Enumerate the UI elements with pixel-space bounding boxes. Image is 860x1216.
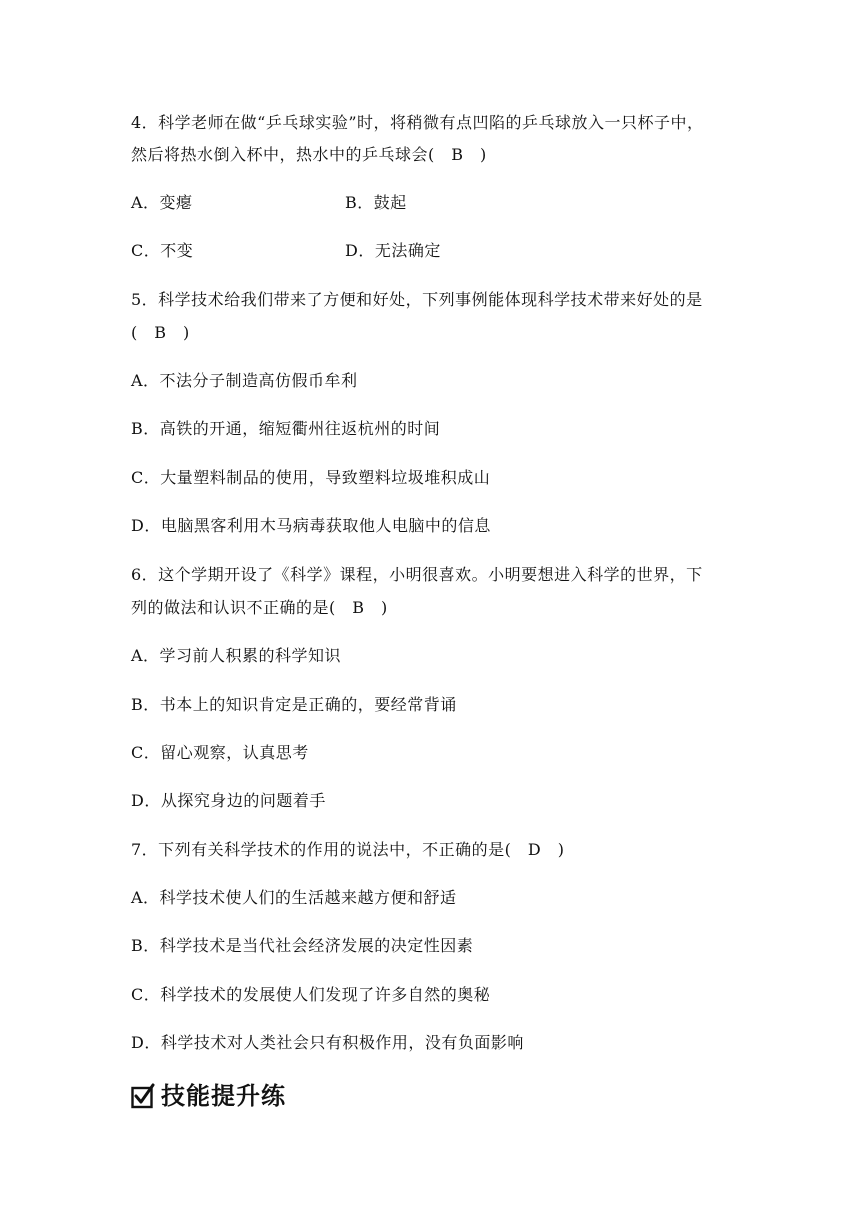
section-header: [131, 1080, 286, 1112]
q5-option-c: C．大量塑料制品的使用，导致塑料垃圾堆积成山: [131, 468, 491, 487]
q7-stem-line1: 7．下列有关科学技术的作用的说法中，不正确的是( D ): [131, 840, 565, 859]
q4-stem-line1: 4．科学老师在做“乒乓球实验”时，将稍微有点凹陷的乒乓球放入一只杯子中，: [131, 113, 704, 132]
q6-option-c: C．留心观察，认真思考: [131, 743, 309, 762]
q5-option-a: A．不法分子制造高仿假币牟利: [131, 371, 358, 390]
q7-option-d: D．科学技术对人类社会只有积极作用，没有负面影响: [131, 1033, 524, 1052]
q6-stem-line2: 列的做法和认识不正确的是( B ): [131, 598, 388, 617]
q7-option-c: C．科学技术的发展使人们发现了许多自然的奥秘: [131, 985, 491, 1004]
q6-stem-line1: 6．这个学期开设了《科学》课程，小明很喜欢。小明要想进入科学的世界，下: [131, 565, 703, 584]
checkbox-checked-icon: [131, 1083, 155, 1109]
q4-option-d: D．无法确定: [345, 241, 441, 260]
q6-option-d: D．从探究身边的问题着手: [131, 791, 326, 810]
q6-option-b: B．书本上的知识肯定是正确的，要经常背诵: [131, 695, 457, 714]
q5-stem-line1: 5．科学技术给我们带来了方便和好处，下列事例能体现科学技术带来好处的是: [131, 290, 703, 309]
q5-option-d: D．电脑黑客利用木马病毒获取他人电脑中的信息: [131, 516, 491, 535]
q5-option-b: B．高铁的开通，缩短衢州往返杭州的时间: [131, 419, 441, 438]
q5-stem-line2: ( B ): [131, 323, 190, 342]
q6-option-a: A．学习前人积累的科学知识: [131, 646, 342, 665]
q7-option-b: B．科学技术是当代社会经济发展的决定性因素: [131, 936, 474, 955]
q4-stem-line2: 然后将热水倒入杯中，热水中的乒乓球会( B ): [131, 145, 487, 164]
section-title: 技能提升练: [161, 1082, 286, 1110]
q4-option-a: A．变瘪: [131, 193, 193, 212]
q4-option-b: B．鼓起: [345, 193, 407, 212]
q4-option-c: C．不变: [131, 241, 194, 260]
q7-option-a: A．科学技术使人们的生活越来越方便和舒适: [131, 888, 457, 907]
